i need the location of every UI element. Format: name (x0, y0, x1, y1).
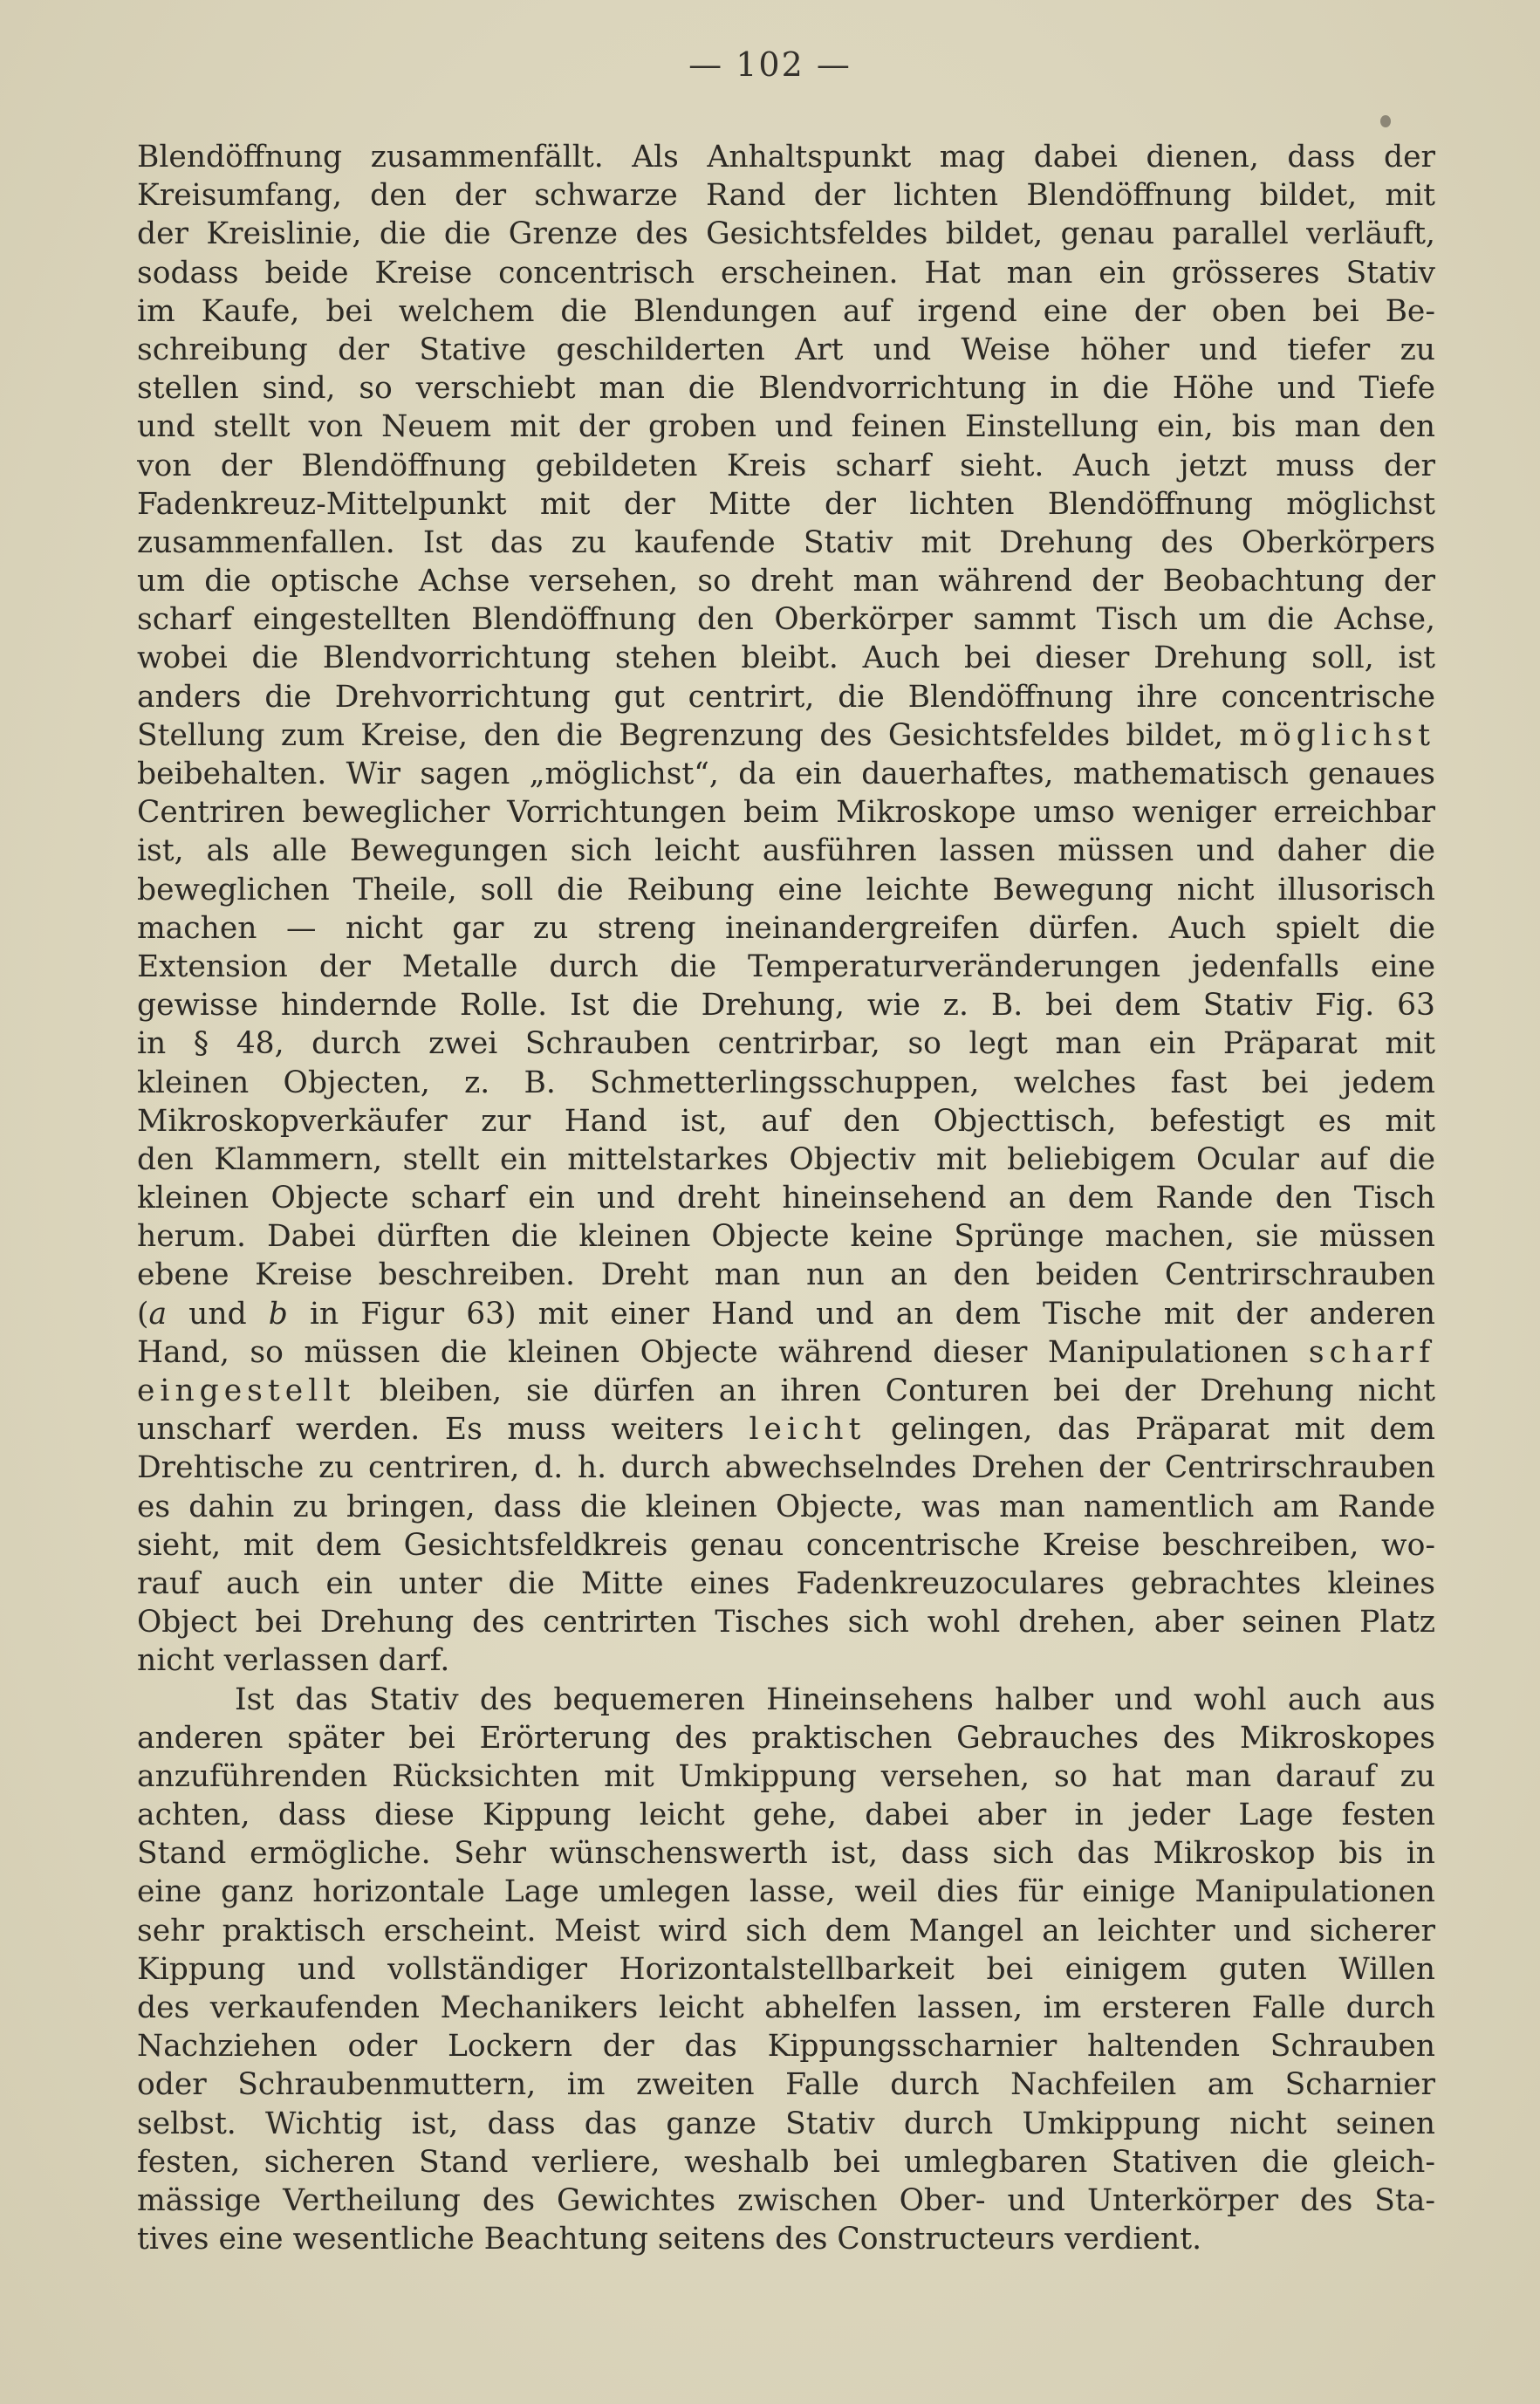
text-line: kleinen Objecte scharf ein und dreht hineinsehend an dem Rande den Tisch (137, 1181, 1435, 1216)
figure-label-b: b (268, 1296, 288, 1332)
ink-spot (1380, 115, 1391, 127)
text-line: tives eine wesentliche Beachtung seitens des Constructeurs verdient. (137, 2222, 1202, 2257)
text-line: stellen sind, so verschiebt man die Blendvorrichtung in die Höhe und Tiefe (137, 371, 1435, 407)
text-line: beibehalten. Wir sagen „möglichst“, da ein dauerhaftes, mathematisch genaues (137, 757, 1435, 791)
text-line: zusammenfallen. Ist das zu kaufende Stativ mit Drehung des Oberkörpers (137, 524, 1435, 560)
text-line: und stellt von Neuem mit der groben und feinen Einstellung ein, bis man den (137, 409, 1435, 445)
text-line: Blendöffnung zusammenfällt. Als Anhaltspunkt mag dabei dienen, dass der (137, 140, 1435, 175)
text-line: des verkaufenden Mechanikers leicht abhelfen lassen, im ersteren Falle durch (137, 1990, 1435, 2025)
text-line: Drehtische zu centriren, d. h. durch abwechselndes Drehen der Centrirschrauben (137, 1450, 1435, 1486)
text-line: anderen später bei Erörterung des praktischen Gebrauches des Mikroskopes (137, 1720, 1435, 1756)
text-line: Ist das Stativ des bequemeren Hineinsehens halber und wohl auch aus (235, 1681, 1435, 1717)
text-line: kleinen Objecten, z. B. Schmetterlingsschuppen, welches fast bei jedem (137, 1065, 1435, 1100)
text-line: herum. Dabei dürften die kleinen Objecte keine Sprünge machen, sie müssen (137, 1219, 1435, 1255)
text-line: achten, dass diese Kippung leicht gehe, dabei aber in jeder Lage festen (137, 1798, 1435, 1833)
text-line: Object bei Drehung des centrirten Tisches sich wohl drehen, aber seinen Platz (137, 1605, 1435, 1640)
text-line: gewisse hindernde Rolle. Ist die Drehung, wie z. B. bei dem Stativ Fig. 63 (137, 988, 1435, 1024)
text-line: in § 48, durch zwei Schrauben centrirbar, so legt man ein Präparat mit (137, 1026, 1435, 1062)
text-line: Fadenkreuz-Mittelpunkt mit der Mitte der lichten Blendöffnung möglichst (137, 486, 1435, 522)
text-line: selbst. Wichtig ist, dass das ganze Stativ durch Umkippung nicht seinen (137, 2106, 1435, 2141)
text-line: Mikroskopverkäufer zur Hand ist, auf den Objecttisch, befestigt es mit (137, 1103, 1435, 1139)
text-line: schreibung der Stative geschilderten Art und Weise höher und tiefer zu (137, 332, 1435, 367)
emphasis-text: scharf (1308, 1334, 1435, 1370)
text-line: um die optische Achse versehen, so dreht man während der Beobachtung der (137, 564, 1435, 599)
text-line: scharf eingestellten Blendöffnung den Oberkörper sammt Tisch um die Achse, (137, 602, 1435, 638)
text-line: sieht, mit dem Gesichtsfeldkreis genau concentrische Kreise beschreiben, wo- (137, 1527, 1435, 1563)
emphasis-text: eingestellt (137, 1373, 356, 1408)
text-line: rauf auch ein unter die Mitte eines Fadenkreuzoculares gebrachtes kleines (137, 1565, 1435, 1601)
text-line: der Kreislinie, die die Grenze des Gesichtsfeldes bildet, genau parallel verläuft, (137, 216, 1435, 252)
text-line: im Kaufe, bei welchem die Blendungen auf irgend eine der oben bei Be- (137, 293, 1435, 329)
text-line: festen, sicheren Stand verliere, weshalb bei umlegbaren Stativen die gleich- (137, 2144, 1435, 2180)
text-line: Hand, so müssen die kleinen Objecte während dieser Manipulationen scharf (137, 1334, 1435, 1370)
text-line: beweglichen Theile, soll die Reibung eine leichte Bewegung nicht illusorisch (137, 872, 1435, 907)
text-line: machen — nicht gar zu streng ineinandergreifen dürfen. Auch spielt die (137, 910, 1435, 946)
figure-label-a: a (148, 1296, 168, 1332)
text-line: Centriren beweglicher Vorrichtungen beim Mikroskope umso weniger erreichbar (137, 795, 1435, 831)
text-line: den Klammern, stellt ein mittelstarkes Objectiv mit beliebigem Ocular auf die (137, 1141, 1435, 1177)
text-line: Stand ermögliche. Sehr wünschenswerth ist, dass sich das Mikroskop bis in (137, 1836, 1435, 1872)
text-line: mässige Vertheilung des Gewichtes zwischen Ober- und Unterkörper des Sta- (137, 2182, 1435, 2218)
text-line: wobei die Blendvorrichtung stehen bleibt. Auch bei dieser Drehung soll, ist (137, 640, 1435, 676)
emphasis-text: leicht (749, 1412, 866, 1448)
text-line: ist, als alle Bewegungen sich leicht ausführen lassen müssen und daher die (137, 833, 1435, 869)
text-line: unscharf werden. Es muss weiters leicht gelingen, das Präparat mit dem (137, 1412, 1435, 1448)
text-line: Kippung und vollständiger Horizontalstellbarkeit bei einigem guten Willen (137, 1951, 1435, 1987)
text-line: eingestellt bleiben, sie dürfen an ihren Conturen bei der Drehung nicht (137, 1373, 1435, 1408)
text-line: ebene Kreise beschreiben. Dreht man nun an den beiden Centrirschrauben (137, 1257, 1435, 1293)
text-line: anders die Drehvorrichtung gut centrirt, die Blendöffnung ihre concentrische (137, 679, 1435, 715)
text-line: sodass beide Kreise concentrisch erscheinen. Hat man ein grösseres Stativ (137, 255, 1435, 291)
text-line: Extension der Metalle durch die Temperaturveränderungen jedenfalls eine (137, 949, 1435, 984)
text-line: Nachziehen oder Lockern der das Kippungsscharnier haltenden Schrauben (137, 2029, 1435, 2065)
text-line: nicht verlassen darf. (137, 1643, 450, 1679)
text-line: eine ganz horizontale Lage umlegen lasse, weil dies für einige Manipulationen (137, 1874, 1435, 1910)
page-number: — 102 — (688, 45, 852, 84)
text-line: anzuführenden Rücksichten mit Umkippung versehen, so hat man darauf zu (137, 1758, 1435, 1794)
emphasis-text: möglichst (1239, 717, 1435, 753)
text-line: es dahin zu bringen, dass die kleinen Objecte, was man namentlich am Rande (137, 1489, 1435, 1524)
text-line: sehr praktisch erscheint. Meist wird sich dem Mangel an leichter und sicherer (137, 1913, 1435, 1949)
body-text (137, 138, 1435, 2258)
text-line: von der Blendöffnung gebildeten Kreis scharf sieht. Auch jetzt muss der (137, 448, 1435, 483)
text-line: oder Schraubenmuttern, im zweiten Falle durch Nachfeilen am Scharnier (137, 2067, 1435, 2103)
text-line: (a und b in Figur 63) mit einer Hand und an dem Tische mit der anderen (137, 1296, 1435, 1332)
text-line: Stellung zum Kreise, den die Begrenzung des Gesichtsfeldes bildet, möglichst (137, 717, 1435, 753)
text-line: Kreisumfang, den der schwarze Rand der lichten Blendöffnung bildet, mit (137, 178, 1435, 214)
